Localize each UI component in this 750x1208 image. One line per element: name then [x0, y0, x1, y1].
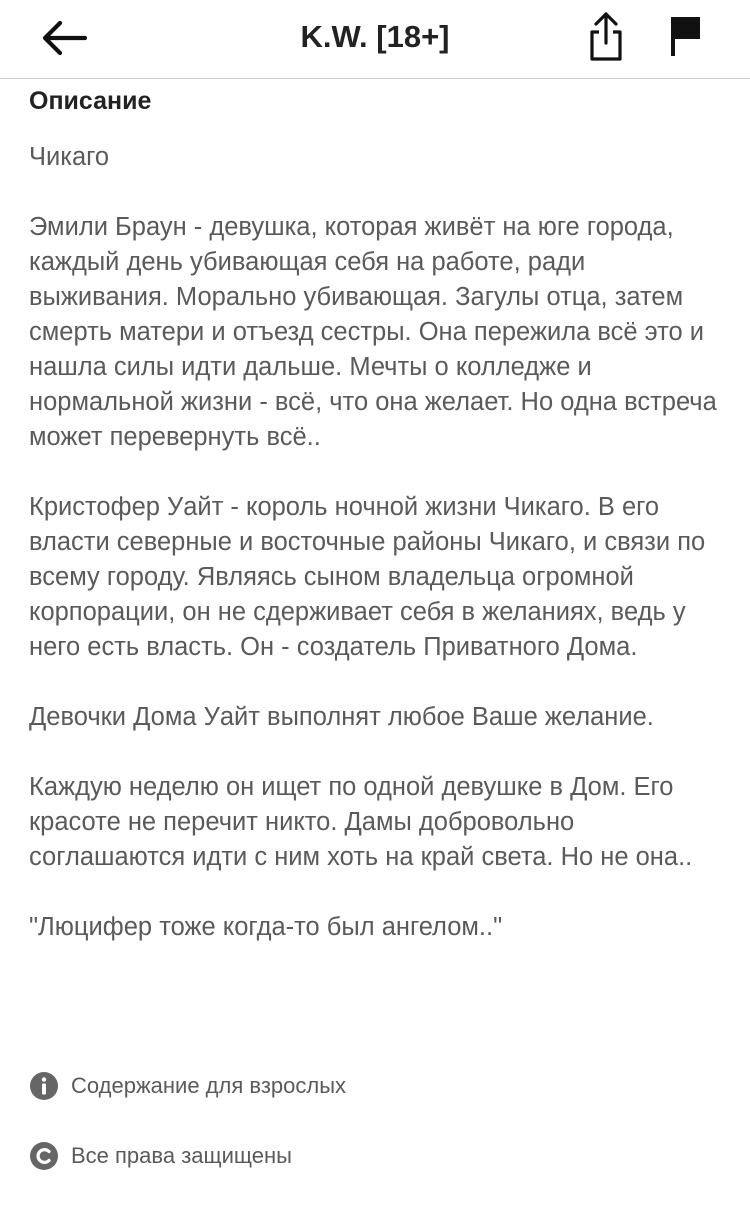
share-icon — [588, 11, 624, 63]
copyright-notice — [29, 1141, 292, 1171]
share-button[interactable] — [580, 8, 632, 66]
description-heading: Описание — [29, 87, 152, 115]
copyright-label: Все права защищены — [71, 1143, 292, 1168]
copyright-icon — [29, 1141, 59, 1171]
back-arrow-icon — [41, 19, 87, 57]
description-paragraph: Кристофер Уайт - король ночной жизни Чикаго. В его власти северные и восточные районы Чикаго, и связи по всему городу. Являясь сыном владельца огромной корпорации, он не сдерживает себя в желаниях, ведь у него есть власть. Он - создатель Приватного Дома. — [29, 493, 706, 661]
description-paragraph: Девочки Дома Уайт выполнят любое Ваше желание. — [29, 703, 654, 731]
description-paragraph: Эмили Браун - девушка, которая живёт на юге города, каждый день убивающая себя на работе, ради выживания. Морально убивающая. Загулы отца, затем смерть матери и отъезд сестры. Она пережила всё это и нашла силы идти дальше. Мечты о колледже и нормальной жизни - всё, что она желает. Но одна встреча может перевернуть всё.. — [29, 213, 717, 451]
description-section — [29, 84, 729, 945]
description-paragraph: Каждую неделю он ищет по одной девушке в Дом. Его красоте не перечит никто. Дамы добровольно соглашаются идти с ним хоть на край света. Но не она.. — [29, 773, 693, 871]
description-paragraph: "Люцифер тоже когда-то был ангелом.." — [29, 913, 503, 941]
adult-content-label: Содержание для взрослых — [71, 1073, 347, 1098]
report-flag-button[interactable] — [662, 10, 710, 62]
back-button[interactable] — [36, 12, 92, 64]
page-title: K.W. [18+] — [300, 19, 450, 54]
info-icon — [29, 1071, 59, 1101]
description-paragraph: Чикаго — [29, 143, 110, 171]
flag-icon — [669, 15, 703, 57]
top-navigation-bar — [0, 0, 750, 79]
description-text — [29, 140, 729, 945]
adult-content-notice — [29, 1071, 346, 1101]
